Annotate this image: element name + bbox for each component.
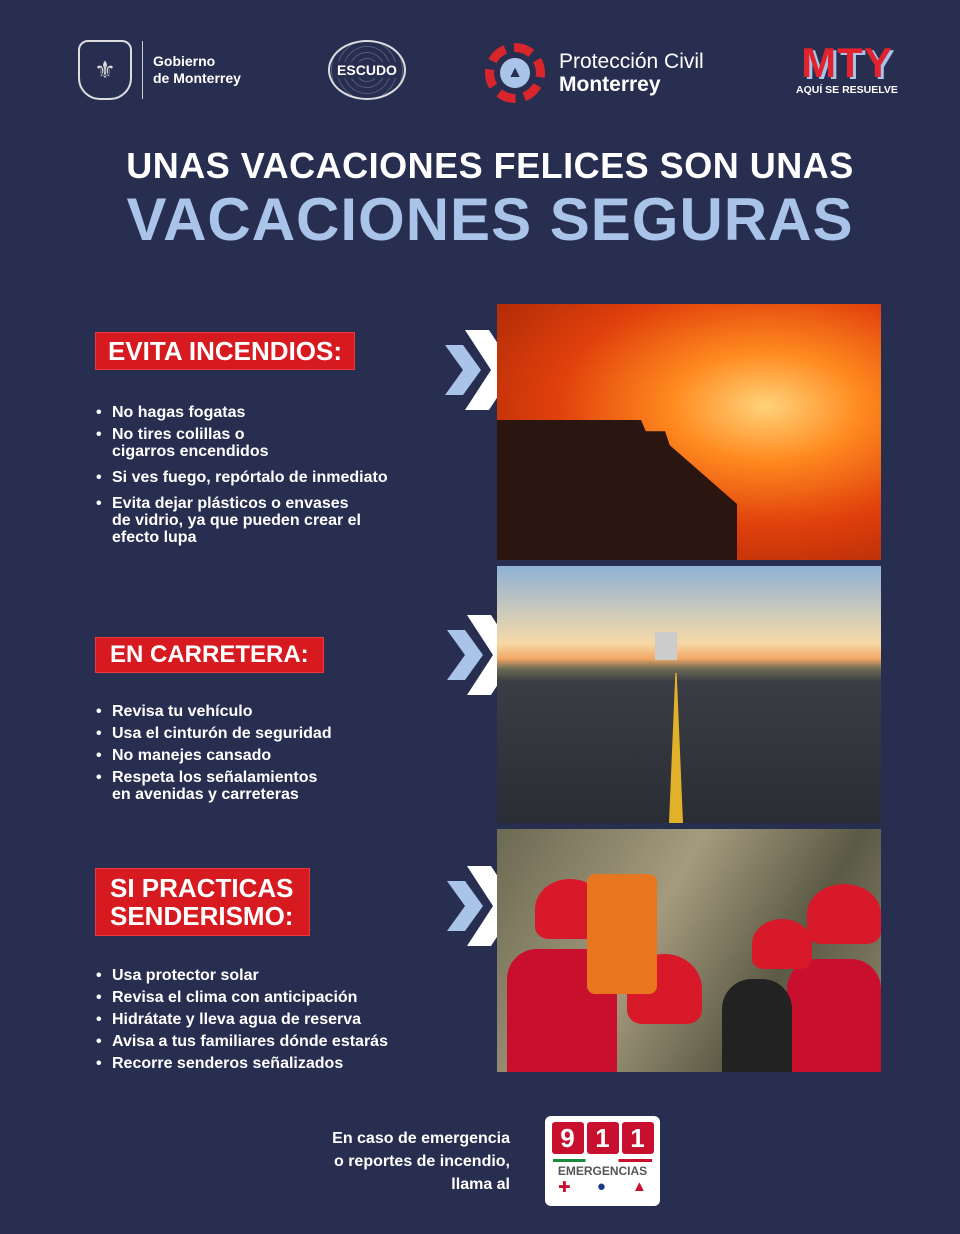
emergency-message — [300, 1127, 510, 1196]
gobierno-logo — [78, 40, 241, 100]
emergencias-label: EMERGENCIAS — [557, 1164, 648, 1178]
list-item: • Revisa el clima con anticipación — [96, 989, 426, 1006]
list-item: • No tires colillas o cigarros encendidos — [96, 426, 296, 460]
list-item: • Usa el cinturón de seguridad — [96, 725, 426, 742]
list-item: • Hidrátate y lleva agua de reserva — [96, 1011, 426, 1028]
mty-logo — [796, 39, 898, 96]
divider — [142, 41, 143, 99]
pc-line2: Monterrey — [559, 73, 661, 96]
section-label-senderismo: SI PRACTICAS SENDERISMO: — [96, 869, 309, 935]
list-item: • Usa protector solar — [96, 967, 426, 984]
section-label-carretera: EN CARRETERA: — [96, 638, 323, 672]
rescue-team-photo — [497, 829, 881, 1072]
emergency-line3: llama al — [451, 1176, 510, 1193]
list-item: • Si ves fuego, repórtalo de inmediato — [96, 469, 426, 486]
list-item: • Evita dejar plásticos o envases de vidrio, ya que pueden crear el efecto lupa — [96, 495, 361, 546]
gobierno-line2: de Monterrey — [153, 70, 241, 86]
gobierno-line1: Gobierno — [153, 53, 216, 69]
list-item: • No manejes cansado — [96, 747, 426, 764]
incendios-list — [96, 404, 426, 551]
coat-of-arms-icon: ⚜ — [78, 40, 132, 100]
police-cap-icon: ● — [596, 1178, 606, 1195]
escudo-text: ESCUDO — [337, 62, 397, 78]
wildfire-photo — [497, 304, 881, 560]
flag-stripe — [553, 1159, 652, 1162]
list-item: • Revisa tu vehículo — [96, 703, 426, 720]
proteccion-civil-logo — [485, 43, 704, 103]
senderismo-list — [96, 967, 426, 1077]
escudo-logo — [328, 40, 406, 100]
list-item: • Recorre senderos señalizados — [96, 1055, 426, 1072]
highway-photo — [497, 566, 881, 823]
firefighter-helmet-icon: ▲ — [632, 1178, 647, 1195]
911-badge — [545, 1116, 660, 1206]
pc-line1: Protección Civil — [559, 50, 704, 73]
title-line1: UNAS VACACIONES FELICES SON UNAS — [126, 145, 854, 186]
digit-1b: 1 — [622, 1122, 654, 1154]
civil-protection-icon: ▲ — [485, 43, 545, 103]
title-line2: VACACIONES SEGURAS — [126, 186, 854, 253]
emergency-line2: o reportes de incendio, — [333, 1153, 510, 1170]
list-item: • No hagas fogatas — [96, 404, 426, 421]
mty-text: MTY — [801, 39, 893, 86]
carretera-list — [96, 703, 426, 808]
emergency-line1: En caso de emergencia — [332, 1130, 510, 1147]
mty-tagline: AQUÍ SE RESUELVE — [796, 84, 898, 96]
truck — [655, 632, 677, 660]
red-cross-icon: ✚ — [558, 1179, 571, 1196]
section-label-incendios: EVITA INCENDIOS: — [96, 333, 354, 369]
digit-9: 9 — [552, 1122, 584, 1154]
digit-1: 1 — [587, 1122, 619, 1154]
list-item: • Avisa a tus familiares dónde estarás — [96, 1033, 426, 1050]
list-item: • Respeta los señalamientos en avenidas y carreteras — [96, 769, 336, 803]
